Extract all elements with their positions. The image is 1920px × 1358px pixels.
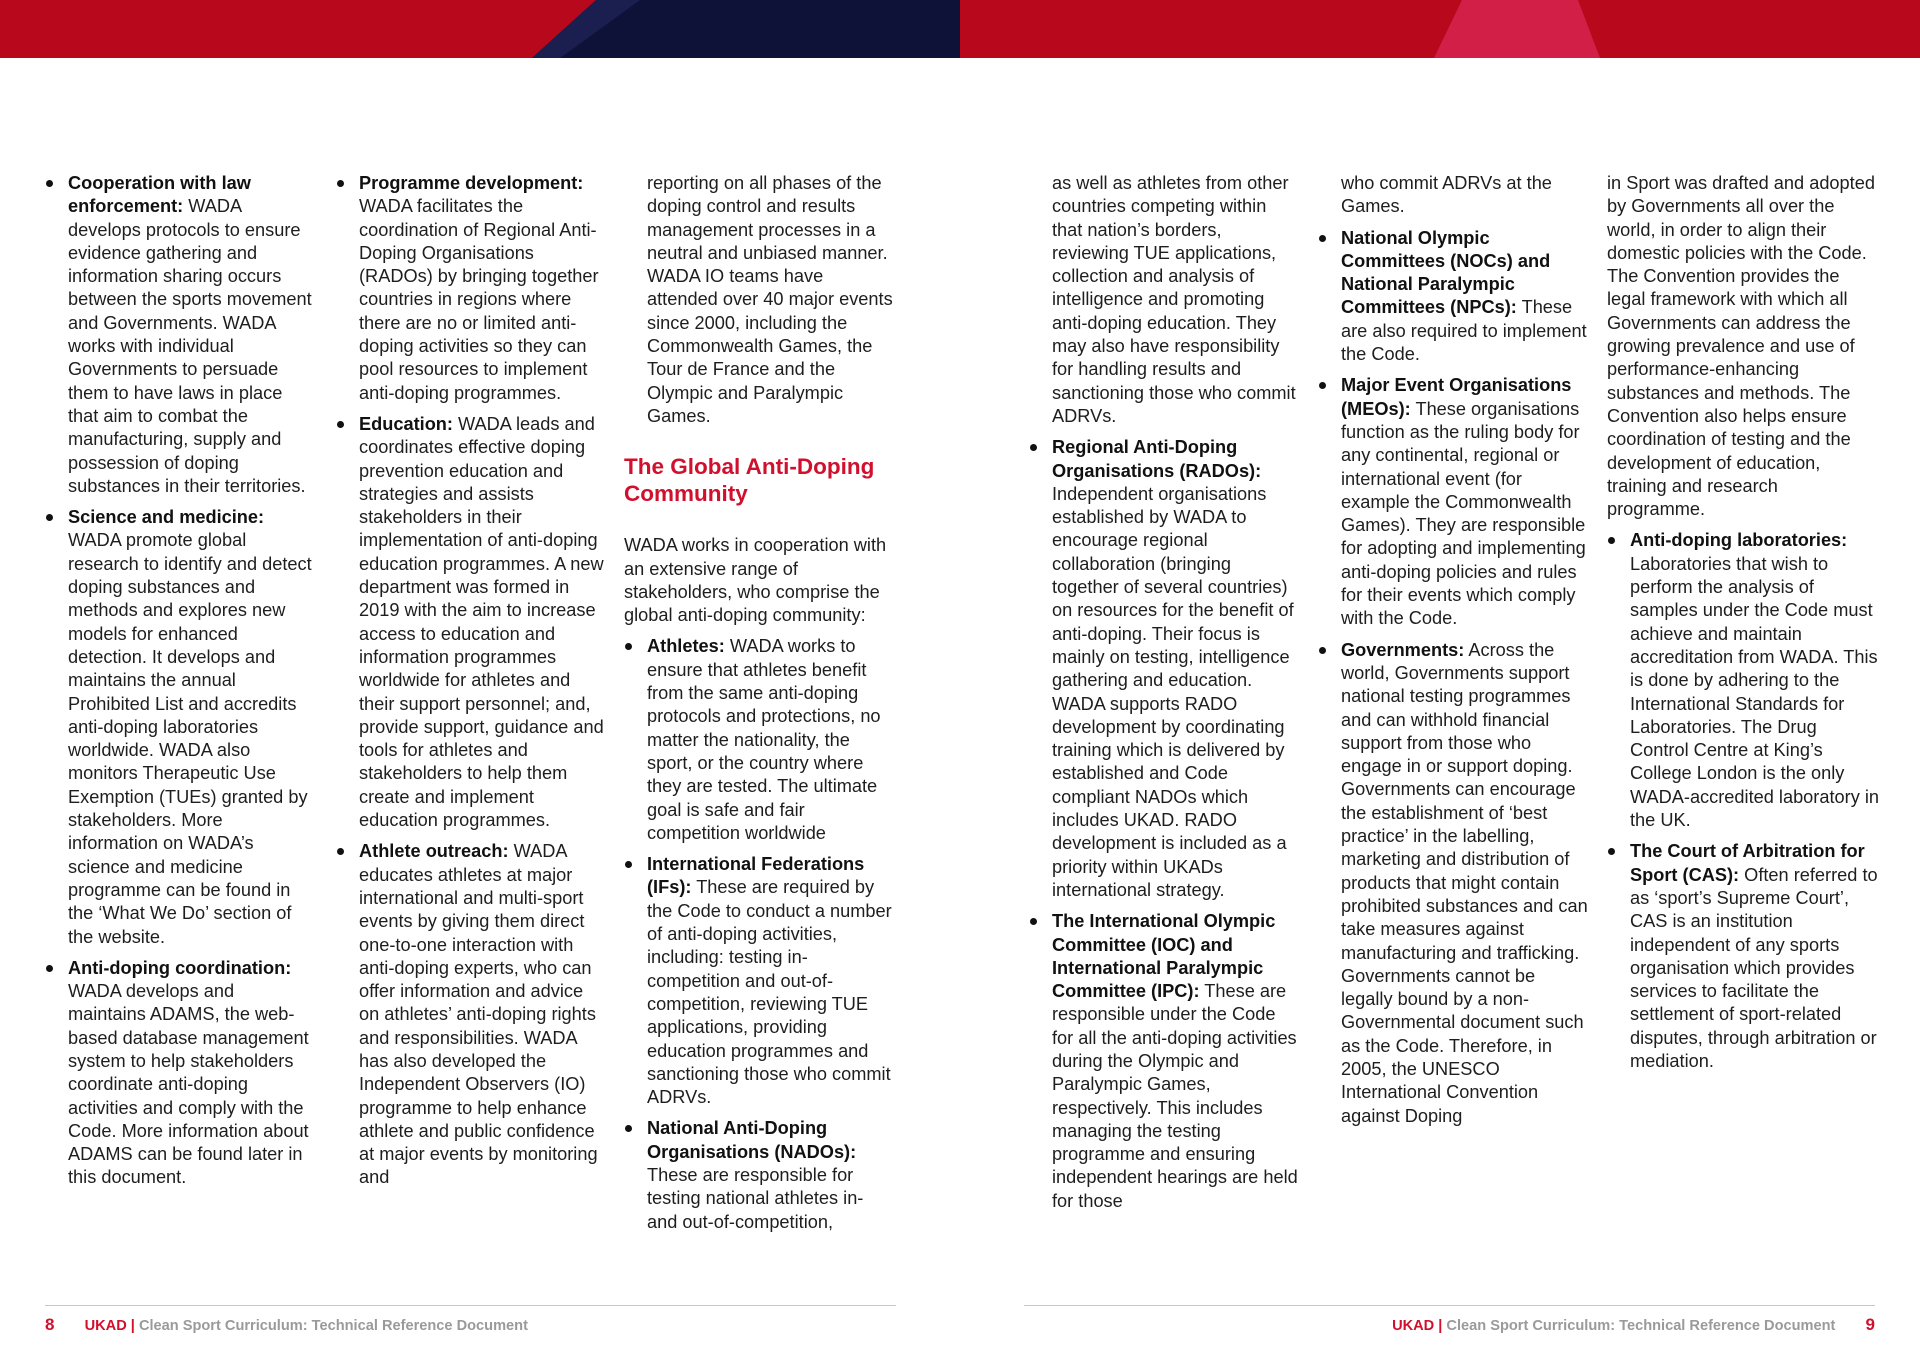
list-item-laboratories bbox=[1607, 529, 1879, 832]
footer-left bbox=[45, 1316, 528, 1335]
column-1 bbox=[45, 172, 317, 1198]
header-band bbox=[0, 0, 1920, 58]
list-item-education bbox=[336, 413, 608, 832]
item-title: Athletes: bbox=[647, 636, 725, 657]
item-body: WADA facilitates the coordination of Regional Anti-Doping Organisations (RADOs) by bringing together countries in regions where there are no or limited anti-doping activities so they can pool resources to implement anti-doping programmes. bbox=[359, 196, 599, 403]
footer-divider-left bbox=[45, 1305, 896, 1306]
item-body: These are responsible for testing national athletes in- and out-of-competition, bbox=[647, 1164, 864, 1232]
item-body: WADA educates athletes at major international and multi-sport events by giving them direct one-to-one interaction with anti-doping experts, who can offer information and advice on athletes’ anti-doping rights and responsibilities. WADA has also developed the Independent Observers (IO) programme to help enhance athlete and public confidence at major events by monitoring and bbox=[359, 841, 598, 1188]
item-body: Independent organisations established by WADA to encourage regional collaboration (bringing together of several countries) on resources for the benefit of anti-doping. Their focus is mainly on testing, intelligence gathering and education. WADA supports RADO development by coordinating training which is delivered by established and Code compliant NADOs which includes UKAD. RADO development is included as a priority within UKADs international strategy. bbox=[1052, 483, 1294, 900]
item-body: who commit ADRVs at the Games. bbox=[1341, 173, 1552, 217]
item-body: WADA promote global research to identify and detect doping substances and methods and explores new models for enhanced detection. It develops and maintains the annual Prohibited List and accredits anti-doping laboratories worldwide. WADA also monitors Therapeutic Use Exemption (TUEs) granted by stakeholders. More information on WADA’s science and medicine programme can be found in the ‘What We Do’ section of the website. bbox=[68, 530, 312, 947]
section-heading: The Global Anti-Doping Community bbox=[624, 454, 875, 507]
item-body: Laboratories that wish to perform the analysis of samples under the Code must achieve and maintain accreditation from WADA. This is done by adhering to the International Standards for Laboratories. The Drug Control Centre at King’s College London is the only WADA-accredited laboratory in the UK. bbox=[1630, 553, 1879, 831]
item-body: These organisations function as the ruling body for any continental, regional or international event (for example the Commonwealth Games). They are responsible for adopting and implementing anti-doping policies and rules for their events which comply with the Code. bbox=[1341, 398, 1586, 629]
page-number: 8 bbox=[45, 1315, 55, 1334]
footer-divider-right bbox=[1024, 1305, 1875, 1306]
item-title: Anti-doping coordination: bbox=[68, 957, 292, 978]
list-item-continued bbox=[624, 172, 896, 428]
item-body: WADA develops protocols to ensure evidence gathering and information sharing occurs between the sports movement and Governments. WADA works with individual Governments to persuade them to have laws in place that aim to combat the manufacturing, supply and possession of doping substances in their territories. bbox=[68, 196, 312, 496]
item-body: WADA leads and coordinates effective doping prevention education and strategies and assists stakeholders in their implementation of anti-doping education programmes. A new department was formed in 2019 with the aim to increase access to education and information programmes worldwide for athletes and their support personnel; and, provide support, guidance and tools for athletes and stakeholders to help them create and implement education programmes. bbox=[359, 413, 604, 831]
column-5 bbox=[1318, 172, 1590, 1136]
list-item-programme bbox=[336, 172, 608, 405]
list-item-coordination bbox=[45, 957, 317, 1190]
footer-org: UKAD | bbox=[84, 1318, 135, 1334]
item-body: These are responsible under the Code for all the anti-doping activities during the Olympic and Paralympic Games, respectively. This includes managing the testing programme and ensuring independent hearings are held for those bbox=[1052, 981, 1298, 1211]
item-title: National Olympic Committees (NOCs) and National Paralympic Committees (NPCs): bbox=[1341, 227, 1551, 318]
list-item-nocs bbox=[1318, 227, 1590, 367]
list-item-science bbox=[45, 506, 317, 949]
item-title: Major Event Organisations (MEOs): bbox=[1341, 375, 1572, 419]
footer-org: UKAD | bbox=[1392, 1318, 1443, 1334]
footer-doc-title: Clean Sport Curriculum: Technical Reference Document bbox=[1446, 1318, 1836, 1334]
item-title: Education: bbox=[359, 413, 453, 434]
item-body: reporting on all phases of the doping control and results management processes in a neutral and unbiased manner. WADA IO teams have attended over 40 major events since 2000, including the Commonwealth Games, the Tour de France and the Olympic and Paralympic Games. bbox=[647, 173, 893, 426]
list-item-athletes bbox=[624, 635, 896, 845]
item-body: These are also required to implement the Code. bbox=[1341, 297, 1587, 365]
item-title: The International Olympic Committee (IOC) and International Paralympic Committee (IPC): bbox=[1052, 911, 1276, 1002]
item-body: WADA develops and maintains ADAMS, the web-based database management system to help stakeholders coordinate anti-doping activities and comply with the Code. More information about ADAMS can be found later in this document. bbox=[68, 981, 309, 1188]
item-title: Athlete outreach: bbox=[359, 841, 509, 862]
footer-right bbox=[1392, 1316, 1875, 1335]
column-3 bbox=[624, 172, 896, 1242]
column-2 bbox=[336, 172, 608, 1198]
footer-doc-title: Clean Sport Curriculum: Technical Reference Document bbox=[138, 1318, 528, 1334]
list-item-governments bbox=[1318, 639, 1590, 1128]
item-title: Cooperation with law enforcement: bbox=[68, 173, 251, 217]
list-item-ifs bbox=[624, 853, 896, 1109]
item-body: as well as athletes from other countries competing within that nation’s borders, reviewing TUE applications, collection and analysis of intelligence and promoting anti-doping education. They may also have responsibility for handling results and sanctioning those who commit ADRVs. bbox=[1052, 173, 1296, 426]
list-item-meos bbox=[1318, 374, 1590, 630]
list-item-outreach bbox=[336, 840, 608, 1189]
page-number: 9 bbox=[1865, 1315, 1875, 1334]
header-band-graphic bbox=[0, 0, 1920, 58]
item-title: Programme development: bbox=[359, 173, 584, 193]
item-title: The Court of Arbitration for Sport (CAS): bbox=[1630, 841, 1865, 885]
item-title: Science and medicine: bbox=[68, 507, 265, 528]
list-item-rados bbox=[1029, 436, 1301, 902]
item-body: Often referred to as ‘sport’s Supreme Court’, CAS is an institution independent of any sports organisation which provides services to facilitate the settlement of sport-related disputes, through arbitration or mediation. bbox=[1630, 864, 1878, 1071]
item-body: WADA works to ensure that athletes benefit from the same anti-doping protocols and protections, no matter the nationality, the sport, or the country where they are tested. The ultimate goal is safe and fair competition worldwide bbox=[647, 636, 881, 843]
item-body: Across the world, Governments support national testing programmes and can withhold financial support from those who engage in or support doping. Governments can encourage the establishment of ‘best practice’ in the labelling, marketing and distribution of products that might contain prohibited substances and can take measures against manufacturing and trafficking. Governments cannot be legally bound by a non-Governmental document such as the Code. Therefore, in 2005, the UNESCO International Convention against Doping bbox=[1341, 639, 1588, 1126]
column-4 bbox=[1029, 172, 1301, 1221]
continued-paragraph: in Sport was drafted and adopted by Governments all over the world, in order to align their domestic policies with the Code. The Convention provides the legal framework with which all Governments can address the growing prevalence and use of performance-enhancing substances and methods. The Convention also helps ensure coordination of testing and the development of education, training and research programme. bbox=[1607, 173, 1875, 520]
item-title: International Federations (IFs): bbox=[647, 854, 865, 898]
list-item-continued bbox=[1318, 172, 1590, 219]
intro-paragraph: WADA works in cooperation with an extensive range of stakeholders, who comprise the global anti-doping community: bbox=[624, 535, 887, 626]
list-item-ioc bbox=[1029, 910, 1301, 1213]
column-6 bbox=[1607, 172, 1879, 1081]
item-title: Anti-doping laboratories: bbox=[1630, 530, 1848, 551]
list-item-cas bbox=[1607, 840, 1879, 1073]
list-item-nados bbox=[624, 1117, 896, 1233]
item-title: Governments: bbox=[1341, 639, 1465, 660]
item-title: National Anti-Doping Organisations (NADOs): bbox=[647, 1118, 857, 1162]
item-title: Regional Anti-Doping Organisations (RADOs): bbox=[1052, 437, 1262, 481]
list-item-cooperation bbox=[45, 172, 317, 498]
item-body: These are required by the Code to conduct a number of anti-doping activities, including: testing in-competition and out-of-competition, reviewing TUE applications, providing education programmes and sanctioning those who commit ADRVs. bbox=[647, 877, 892, 1108]
list-item-continued bbox=[1029, 172, 1301, 428]
